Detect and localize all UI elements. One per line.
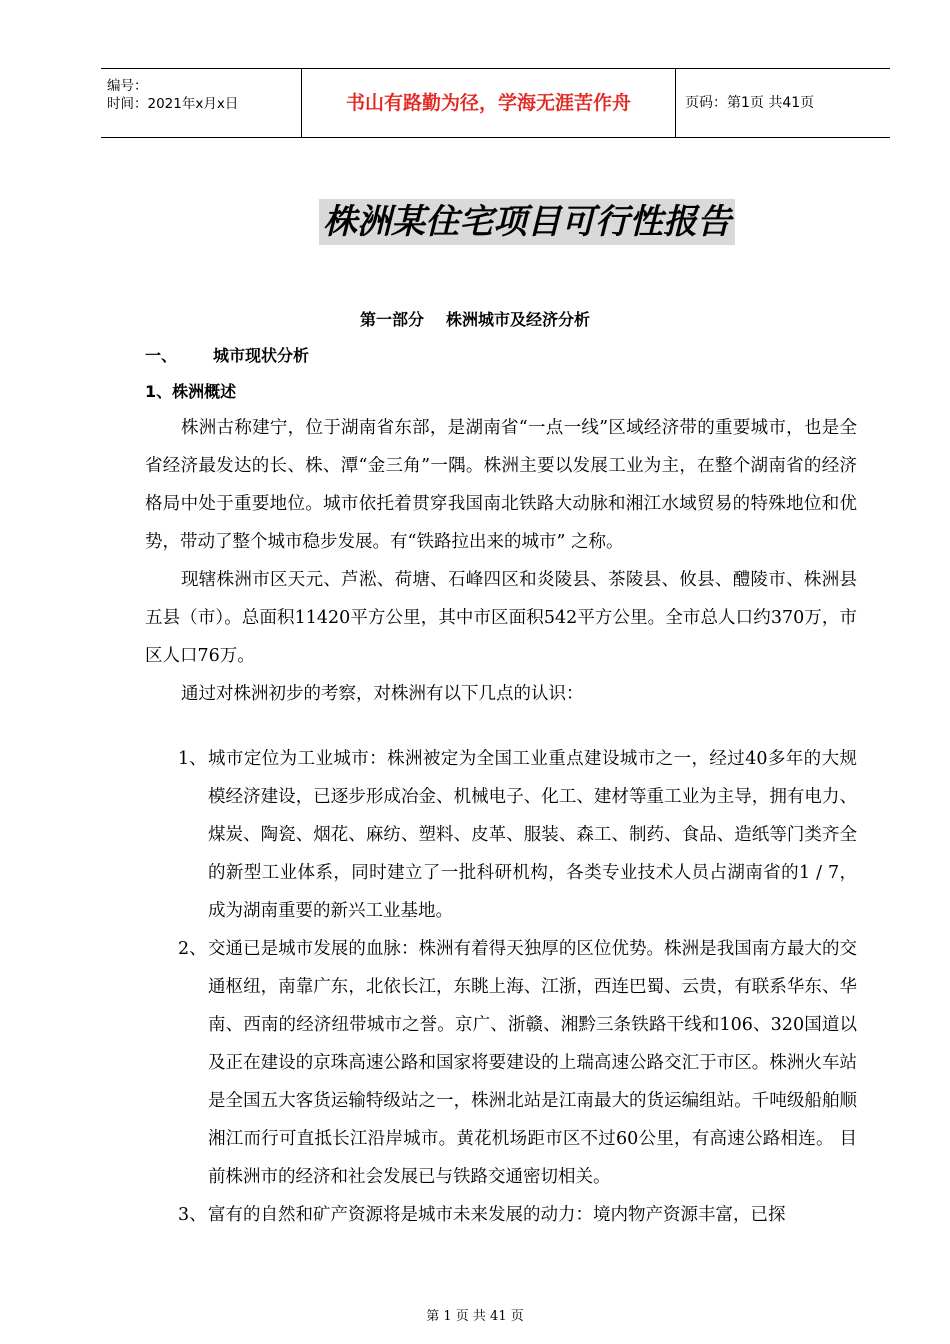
list-item <box>145 930 857 1196</box>
part-number: 第一部分 <box>359 310 424 329</box>
subsection-heading: 1、株洲概述 <box>145 382 237 401</box>
part-name: 株洲城市及经济分析 <box>446 310 591 329</box>
list-item-text: 交通已是城市发展的血脉：株洲有着得天独厚的区位优势。株洲是我国南方最大的交通枢纽，南靠广东，北依长江，东眺上海、江浙，西连巴蜀、云贵，有联系华东、华南、西南的经济纽带城市之誉。京广、浙赣、湘黔三条铁路干线和106、320国道以及正在建设的京珠高速公路和国家将要建设的上瑞高速公路交汇于市区。株洲火车站是全国五大客货运输特级站之一，株洲北站是江南最大的货运编组站。千吨级船舶顺湘江而行可直抵长江沿岸城市。黄花机场距市区不过60公里，有高速公路相连。 目前株洲市的经济和社会发展已与铁路交通密切相关。 <box>208 939 858 1187</box>
list-item-number: 2、 <box>178 939 207 959</box>
list-item <box>145 1196 857 1234</box>
document-title: 株洲某住宅项目可行性报告 <box>319 199 735 245</box>
page-header <box>101 68 890 138</box>
section-heading <box>145 343 309 366</box>
list-item <box>145 740 857 930</box>
paragraph: 株洲古称建宁，位于湖南省东部，是湖南省“一点一线”区域经济带的重要城市，也是全省经济最发达的长、株、潭“金三角”一隅。株洲主要以发展工业为主，在整个湖南省的经济格局中处于重要地位。城市依托着贯穿我国南北铁路大动脉和湘江水域贸易的特殊地位和优势，带动了整个城市稳步发展。有“铁路拉出来的城市” 之称。 <box>145 418 857 552</box>
header-meta-cell <box>101 69 302 137</box>
section-number: 一、 <box>145 346 178 365</box>
page-footer: 第 1 页 共 41 页 <box>426 1309 524 1324</box>
paragraph: 通过对株洲初步的考察，对株洲有以下几点的认识： <box>181 684 584 704</box>
time-label: 时间：2021年x月x日 <box>107 96 239 112</box>
list-item-number: 1、 <box>178 749 207 769</box>
numbered-list <box>145 740 857 1234</box>
list-item-text: 城市定位为工业城市：株洲被定为全国工业重点建设城市之一，经过40多年的大规模经济建设，已逐步形成冶金、机械电子、化工、建材等重工业为主导，拥有电力、煤炭、陶瓷、烟花、麻纺、塑料、皮革、服装、森工、制药、食品、造纸等门类齐全的新型工业体系，同时建立了一批科研机构，各类专业技术人员占湖南省的1 / 7，成为湖南重要的新兴工业基地。 <box>208 749 857 921</box>
header-motto: 书山有路勤为径，学海无涯苦作舟 <box>302 69 676 137</box>
serial-label: 编号： <box>107 78 148 94</box>
header-page-info: 页码：第1页 共41页 <box>685 95 815 111</box>
paragraph: 现辖株洲市区天元、芦淞、荷塘、石峰四区和炎陵县、茶陵县、攸县、醴陵市、株洲县五县（市）。总面积11420平方公里，其中市区面积542平方公里。全市总人口约370万，市区人口76万。 <box>145 570 857 666</box>
section-name: 城市现状分析 <box>213 346 310 365</box>
list-item-text: 富有的自然和矿产资源将是城市未来发展的动力：境内物产资源丰富，已探 <box>208 1205 786 1225</box>
list-item-number: 3、 <box>178 1205 207 1225</box>
body-text <box>145 409 857 713</box>
part-heading <box>0 307 950 330</box>
